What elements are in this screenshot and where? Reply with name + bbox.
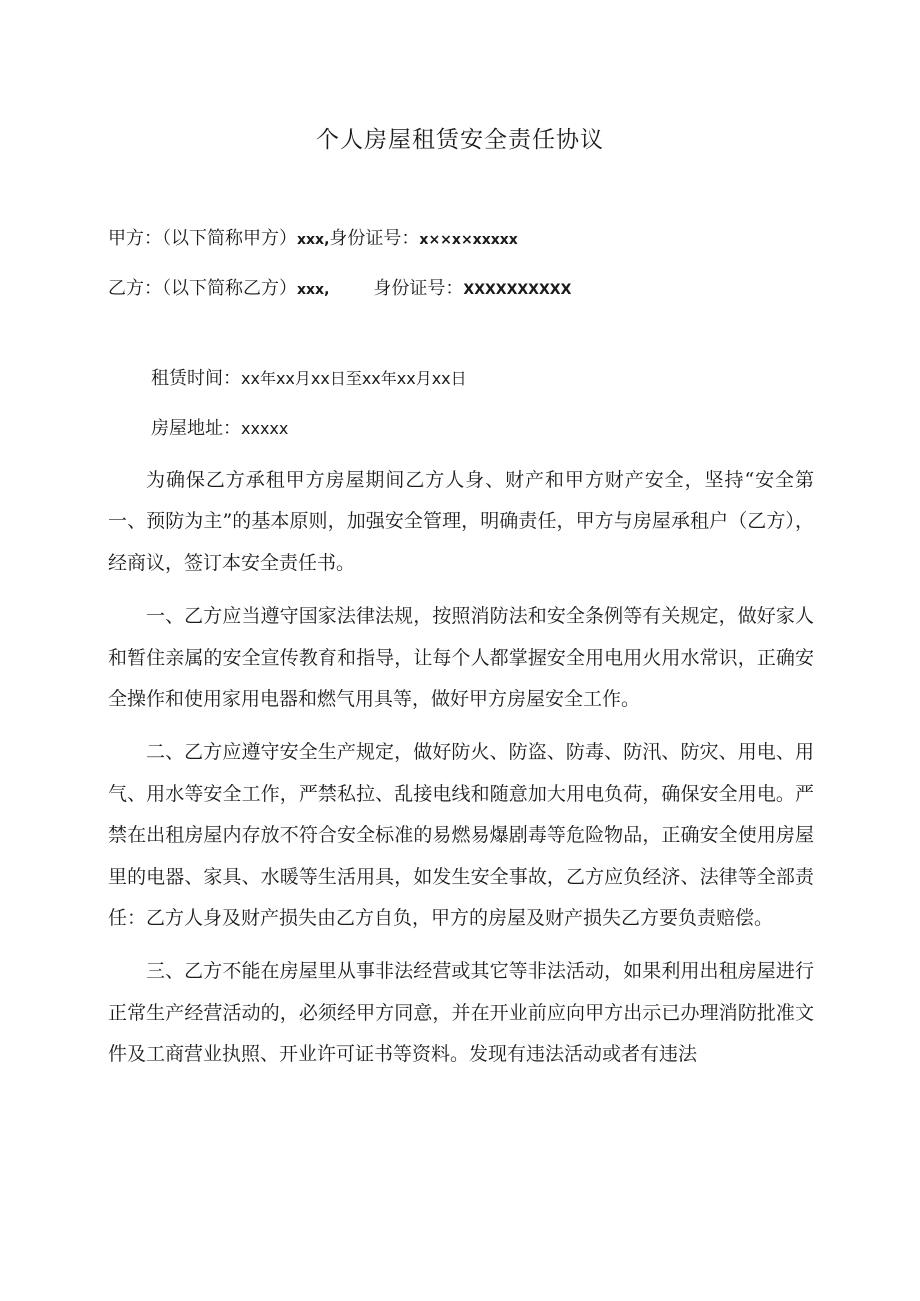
lease-time-line — [151, 366, 467, 392]
party-a-label: 甲方：（以下简称甲方） — [108, 228, 297, 249]
clause-3: 三、乙方不能在房屋里从事非法经营或其它等非法活动，如果利用出租房屋进行正常生产经营活动的，必须经甲方同意，并在开业前应向甲方出示已办理消防批准文件及工商营业执照、开业许可证书等资料。发现有违法活动或者有违法 — [108, 960, 814, 1066]
agreement-body — [108, 460, 814, 1088]
party-b-name: xxx, — [297, 282, 330, 298]
party-b-line — [108, 276, 571, 303]
clause-2: 二、乙方应遵守安全生产规定，做好防火、防盗、防毒、防汛、防灾、用电、用气、用水等安全工作，严禁私拉、乱接电线和随意加大用电负荷，确保安全用电。严禁在出租房屋内存放不符合安全标准的易燃易爆剧毒等危险物品，正确安全使用房屋里的电器、家具、水暖等生活用具，如发生安全事故，乙方应负经济、法律等全部责任：乙方人身及财产损失由乙方自负，甲方的房屋及财产损失乙方要负责赔偿。 — [108, 741, 814, 930]
party-b-label: 乙方：（以下简称乙方） — [108, 278, 297, 299]
address-value: xxxxx — [241, 419, 289, 438]
document-title: 个人房屋租赁安全责任协议 — [316, 127, 604, 153]
party-a-id-label: 身份证号： — [329, 228, 420, 249]
address-label: 房屋地址： — [151, 418, 241, 439]
party-a-name: xxx, — [297, 232, 330, 248]
party-a-id: x××x×xxxxx — [419, 232, 518, 248]
party-b-id-label: 身份证号： — [373, 278, 464, 299]
lease-time-label: 租赁时间： — [151, 368, 241, 389]
party-b-id: XXXXXXXXXX — [463, 282, 572, 298]
lease-time-value: xx年xx月xx日至xx年xx月xx日 — [241, 369, 467, 388]
clause-1: 一、乙方应当遵守国家法律法规，按照消防法和安全条例等有关规定，做好家人和暂住亲属的安全宣传教育和指导，让每个人都掌握安全用电用火用水常识，正确安全操作和使用家用电器和燃气用具等，做好甲方房屋安全工作。 — [108, 605, 814, 711]
party-a-line — [108, 226, 518, 253]
intro-paragraph: 为确保乙方承租甲方房屋期间乙方人身、财产和甲方财产安全，坚持“安全第一、预防为主”的基本原则，加强安全管理，明确责任，甲方与房屋承租户（乙方），经商议，签订本安全责任书。 — [108, 469, 814, 574]
address-line — [151, 416, 288, 442]
